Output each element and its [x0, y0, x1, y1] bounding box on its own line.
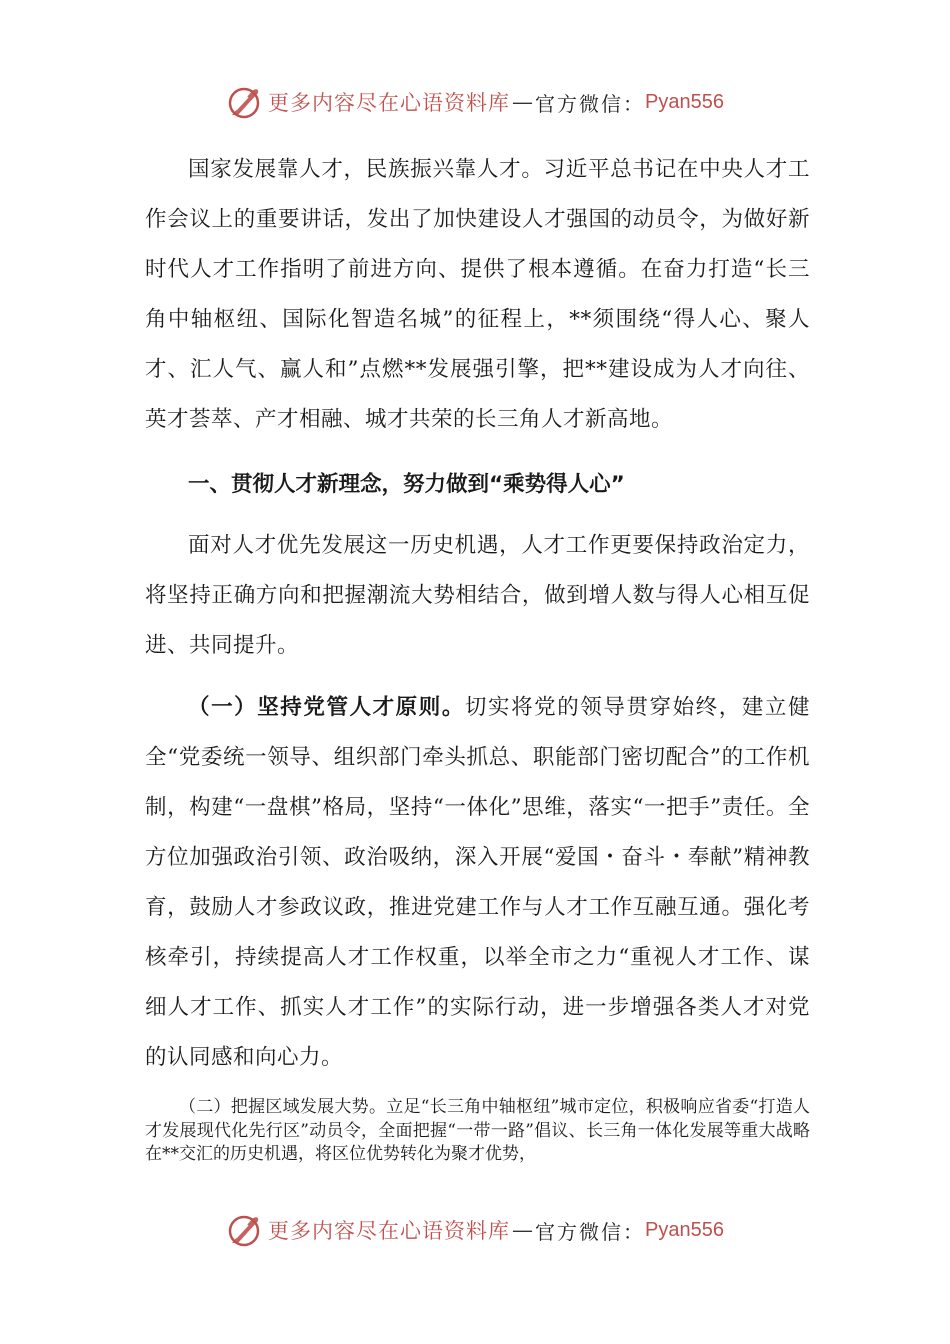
paragraph-3	[145, 683, 810, 1083]
banner-wechat-id: Pyan556	[645, 90, 724, 113]
banner-text: 更多内容尽在心语资料库	[268, 1219, 511, 1243]
quill-logo-icon	[226, 1212, 262, 1248]
quill-logo-icon	[226, 84, 262, 120]
footer-watermark-banner	[0, 1210, 950, 1250]
paragraph-3-lead: （一）坚持党管人才原则。	[188, 695, 465, 720]
paragraph-2: 面对人才优先发展这一历史机遇，人才工作更要保持政治定力，将坚持正确方向和把握潮流大势相结合，做到增人数与得人心相互促进、共同提升。	[145, 533, 810, 658]
banner-wechat-label: 官方微信：	[535, 91, 646, 116]
banner-text: 更多内容尽在心语资料库	[268, 91, 511, 115]
paragraph-3-body: 切实将党的领导贯穿始终，建立健全“党委统一领导、组织部门牵头抓总、职能部门密切配合”的工作机制，构建“一盘棋”格局，坚持“一体化”思维，落实“一把手”责任。全方位加强政治引领、政治吸纳，深入开展“爱国・奋斗・奉献”精神教育，鼓励人才参政议政，推进党建工作与人才工作互融互通。强化考核牵引，持续提高人才工作权重，以举全市之力“重视人才工作、谋细人才工作、抓实人才工作”的实际行动，进一步增强各类人才对党的认同感和向心力。	[145, 695, 810, 1070]
intro-paragraph: 国家发展靠人才，民族振兴靠人才。习近平总书记在中央人才工作会议上的重要讲话，发出了加快建设人才强国的动员令，为做好新时代人才工作指明了前进方向、提供了根本遵循。在奋力打造“长三角中轴枢纽、国际化智造名城”的征程上，**须围绕“得人心、聚人才、汇人气、赢人和”点燃**发展强引擎，把**建设成为人才向往、英才荟萃、产才相融、城才共荣的长三角人才新高地。	[145, 157, 810, 432]
banner-dash: —	[512, 1218, 534, 1242]
paragraph-4: （二）把握区域发展大势。立足“长三角中轴枢纽”城市定位，积极响应省委“打造人才发展现代化先行区”动员令，全面把握“一带一路”倡议、长三角一体化发展等重大战略在**交汇的历史机遇，将区位优势转化为聚才优势，	[145, 1097, 810, 1164]
header-watermark-banner	[0, 82, 950, 122]
banner-wechat-id: Pyan556	[645, 1218, 724, 1241]
banner-wechat-label: 官方微信：	[535, 1219, 646, 1244]
banner-dash: —	[512, 90, 534, 114]
section-heading-1: 一、贯彻人才新理念，努力做到“乘势得人心”	[188, 472, 625, 497]
